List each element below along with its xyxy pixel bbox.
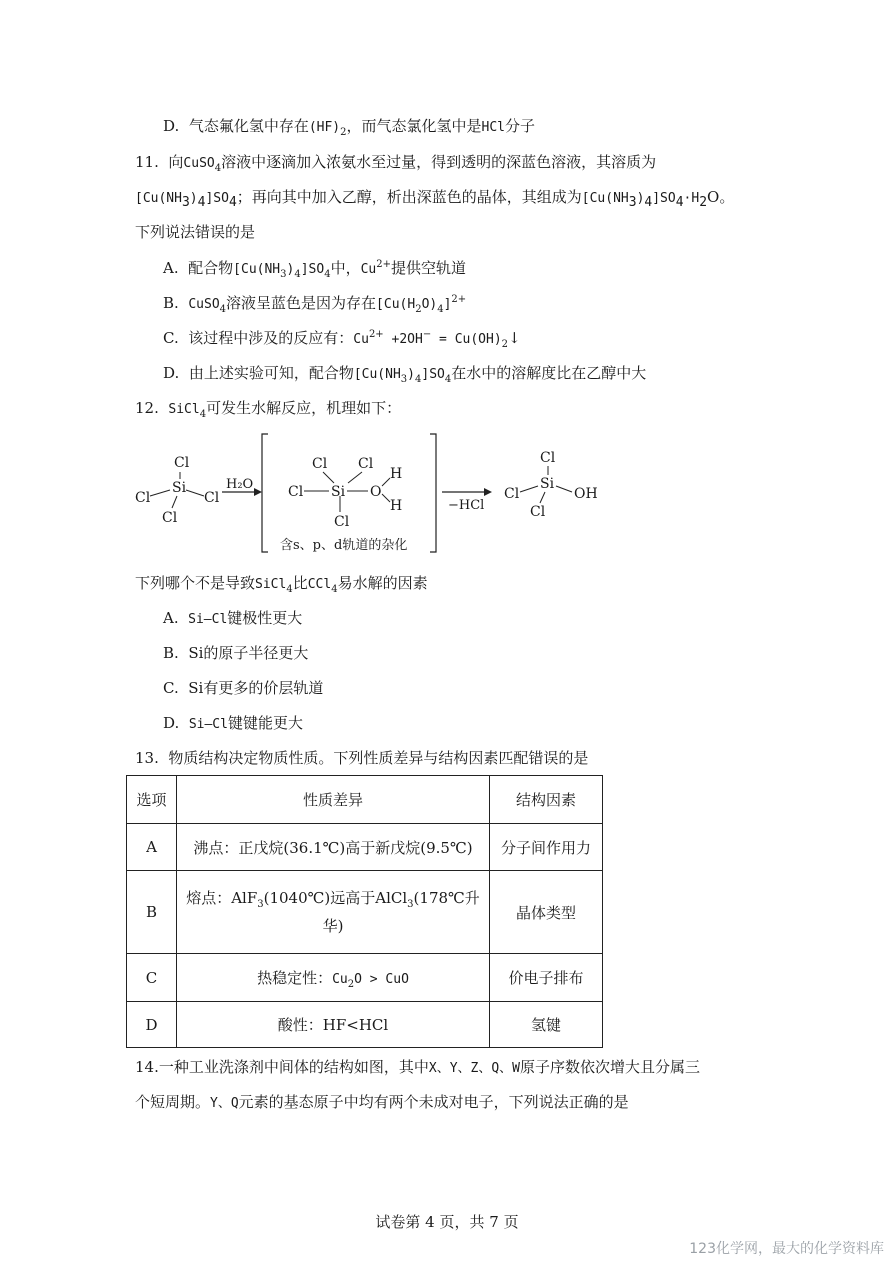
page-footer: 试卷第 4 页，共 7 页 [375,1213,519,1231]
q11-option-b: B. CuSO$_4$溶液呈蓝色是因为存在$[Cu(H_2O)_4]^{2+}$ [163,294,467,315]
table-cell-property: 熔点：AlF$_3$(1040℃)远高于AlCl$_3$(178℃升 华) [177,871,490,954]
q12-option-a: A. Si—Cl键极性更大 [163,609,303,627]
q11-option-d: D. 由上述实验可知，配合物$[Cu(NH_3)_4]SO_4$在水中的溶解度比在乙醇中大 [163,364,647,385]
cl-label: Cl [162,510,178,526]
product-molecule [504,450,598,520]
table-header: 结构因素 [490,776,603,824]
table-cell-property: 酸性：HF<HCl [177,1002,490,1048]
si-label: Si [172,480,187,496]
svg-text:Si: Si [540,476,555,492]
svg-text:Cl: Cl [530,504,546,520]
left-bracket [262,434,268,552]
q12-option-d: D. Si—Cl键键能更大 [163,714,303,732]
table-cell-option: B [127,871,177,954]
table-cell-factor: 分子间作用力 [490,824,603,871]
q11-stem-line1: 11. 向CuSO$_4$溶液中逐滴加入浓氨水至过量，得到透明的深蓝色溶液，其溶质为 [135,153,657,174]
table-cell-factor: 价电子排布 [490,954,603,1002]
q12-stem: 12. SiCl$_4$可发生水解反应，机理如下： [135,399,402,420]
svg-text:Si: Si [331,484,346,500]
q14-stem-line2: 个短周期。Y、Q元素的基态原子中均有两个未成对电子，下列说法正确的是 [135,1093,629,1111]
svg-text:Cl: Cl [334,514,350,530]
watermark: 123化学网，最大的化学资料库 [689,1241,884,1257]
table-header: 选项 [127,776,177,824]
right-bracket [430,434,436,552]
q11-stem-line2: $[Cu(NH_3)_4]SO_4$；再向其中加入乙醇，析出深蓝色的晶体，其组成为$[Cu(NH_3)_4]SO_4\cdot H_2O$。 [135,188,735,210]
table-header-row [127,776,603,824]
property-structure-table [126,775,603,1048]
svg-text:OH: OH [574,486,598,502]
q10-option-d: D. 气态氟化氢中存在$(HF)_2$，而气态氯化氢中是HCl分子 [163,117,536,138]
table-row [127,954,603,1002]
svg-text:Cl: Cl [312,456,328,472]
hybridization-caption: 含s、p、d轨道的杂化 [280,538,408,553]
table-cell-property: 热稳定性：$Cu_2O$ > CuO [177,954,490,1002]
svg-text:H: H [390,498,403,514]
cl-label: Cl [174,455,190,471]
svg-text:Cl: Cl [288,484,304,500]
intermediate-complex [288,456,402,530]
table-row [127,1002,603,1048]
q11-option-a: A. 配合物$[Cu(NH_3)_4]SO_4$中，$Cu^{2+}$提供空轨道 [163,259,467,280]
table-cell-option: A [127,824,177,871]
table-header: 性质差异 [177,776,490,824]
table-cell-option: C [127,954,177,1002]
cl-label: Cl [135,490,151,506]
q13-stem: 13. 物质结构决定物质性质。下列性质差异与结构因素匹配错误的是 [135,749,589,767]
q12-option-c: C. Si有更多的价层轨道 [163,679,324,697]
table-cell-factor: 氢键 [490,1002,603,1048]
svg-text:H: H [390,466,403,482]
table-row [127,871,603,954]
q12-prompt: 下列哪个不是导致SiCl$_4$比CCl$_4$易水解的因素 [135,574,428,595]
q12-option-b: B. Si的原子半径更大 [163,644,309,662]
sicl4-molecule [135,455,220,526]
q11-option-c: C. 该过程中涉及的反应有：$Cu^{2+} +2OH^-$ = $Cu(OH)_2↓$ [163,329,521,350]
cl-label: Cl [204,490,220,506]
hydrolysis-mechanism-diagram [130,430,610,560]
table-cell-property: 沸点：正戊烷(36.1℃)高于新戊烷(9.5℃) [177,824,490,871]
table-row [127,824,603,871]
table-cell-option: D [127,1002,177,1048]
svg-text:Cl: Cl [540,450,556,466]
q14-stem-line1: 14.一种工业洗涤剂中间体的结构如图，其中X、Y、Z、Q、W原子序数依次增大且分属三 [135,1058,701,1076]
svg-text:Cl: Cl [358,456,374,472]
q11-stem-line3: 下列说法错误的是 [135,223,256,241]
svg-text:O: O [370,484,382,500]
table-cell-factor: 晶体类型 [490,871,603,954]
water-reagent-label: H₂O [226,477,254,492]
hcl-elimination-label: −HCl [448,498,485,513]
svg-text:Cl: Cl [504,486,520,502]
